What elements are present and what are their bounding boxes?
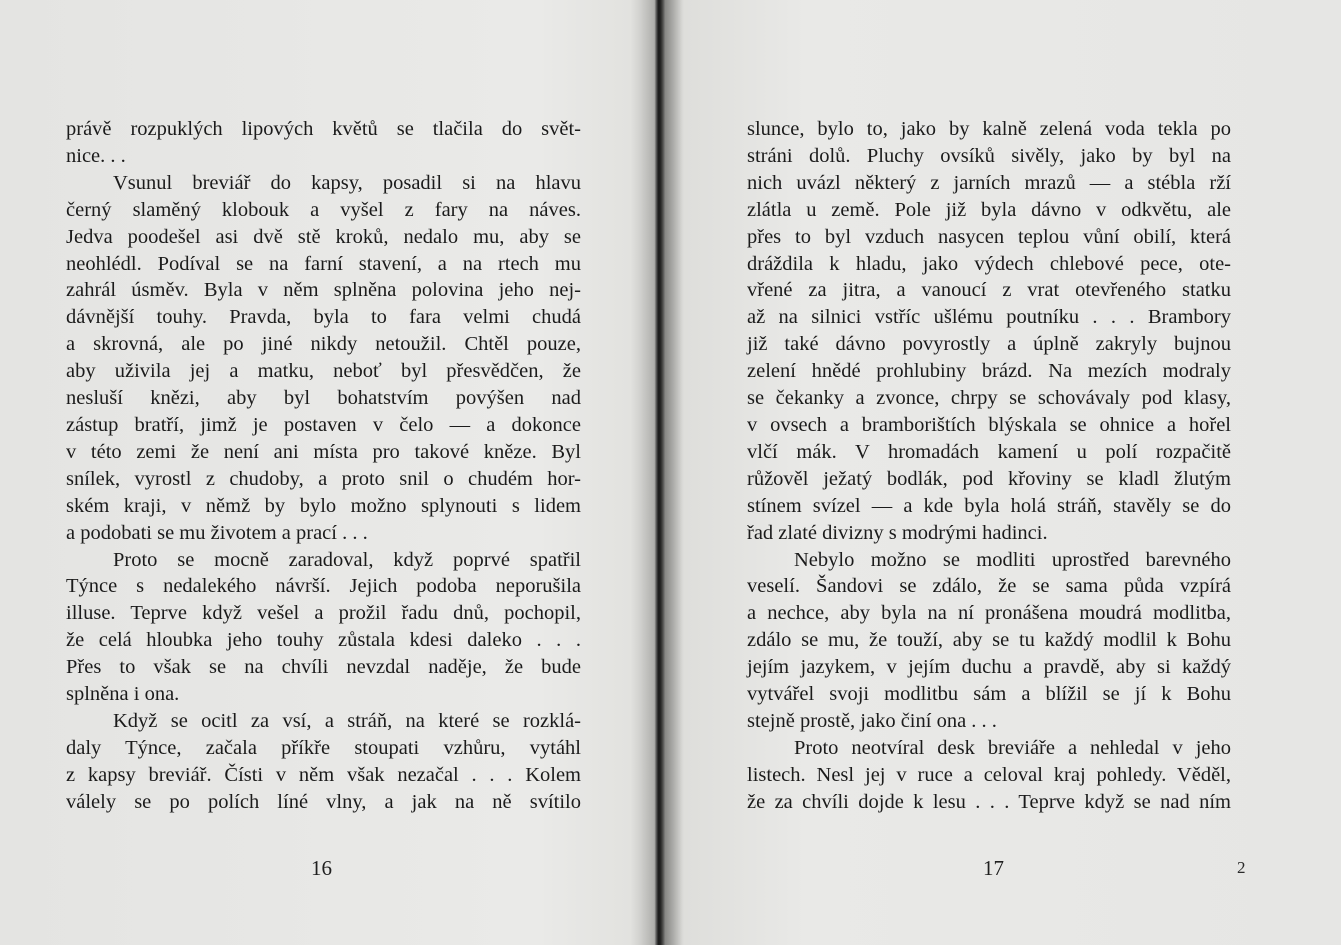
left-page: [0, 0, 655, 945]
right-page: [672, 0, 1341, 945]
text-line: stejně prostě, jako činí ona . . .: [747, 709, 997, 732]
left-page-text: [66, 116, 581, 816]
text-line: a podobati se mu životem a prací . . .: [66, 521, 368, 544]
text-line: listech. Nesl jej v ruce a celoval kraj pohledy. Věděl,: [747, 763, 1231, 786]
text-line: Když se ocitl za vsí, a stráň, na které se rozklá-: [113, 709, 581, 732]
text-line: válely se po polích líné vlny, a jak na ně svítilo: [66, 790, 581, 813]
text-line: a skrovná, ale po jiné nikdy netoužil. Chtěl pouze,: [66, 333, 581, 356]
text-line: nesluší knězi, aby byl bohatstvím povýšen nad: [66, 387, 581, 410]
text-line: illuse. Teprve když vešel a prožil řadu dnů, pochopil,: [66, 602, 581, 625]
page-number-left: 16: [311, 856, 332, 880]
signature-mark: 2: [1237, 858, 1246, 877]
text-line: zelení hnědé prohlubiny brázd. Na mezích modraly: [747, 360, 1231, 383]
text-line: z kapsy breviář. Čísti v něm však nezačal . . . Kolem: [66, 763, 581, 786]
text-line: stínem svízel — a kde byla holá stráň, stavěly se do: [747, 494, 1231, 517]
text-line: že celá hloubka jeho touhy zůstala kdesi daleko . . .: [66, 629, 581, 652]
right-page-text: [747, 116, 1231, 816]
text-line: Jedva poodešel asi dvě stě kroků, nedalo mu, aby se: [66, 225, 581, 248]
text-line: zlátla u země. Pole již byla dávno v odkvětu, ale: [747, 198, 1231, 221]
text-line: se čekanky a zvonce, chrpy se schovávaly pod klasy,: [747, 387, 1231, 410]
text-line: slunce, bylo to, jako by kalně zelená voda tekla po: [747, 118, 1231, 140]
text-line: v ovsech a bramborištích blýskala se ohnice a hořel: [747, 413, 1231, 436]
text-line: zdálo se mu, že touží, aby se tu každý modlil k Bohu: [747, 629, 1231, 652]
text-line: právě rozpuklých lipových květů se tlačila do svět-: [66, 118, 581, 140]
text-line: Proto se mocně zaradoval, když poprvé spatřil: [113, 548, 581, 571]
text-line: vytvářel svoji modlitbu sám a blížil se jí k Bohu: [747, 683, 1231, 706]
text-line: splněna i ona.: [66, 683, 180, 706]
text-line: dráždila k hladu, jako výdech chlebové pece, ote-: [747, 252, 1231, 275]
text-line: daly Týnce, začala příkře stoupati vzhůru, vytáhl: [66, 736, 581, 759]
text-line: vřené za jitra, a vanoucí z vrat otevřeného statku: [747, 279, 1231, 302]
text-line: ském kraji, v němž by bylo možno splynouti s lidem: [66, 494, 581, 517]
text-line: Vsunul breviář do kapsy, posadil si na hlavu: [113, 171, 581, 194]
text-line: neohlédl. Podíval se na farní stavení, a na rtech mu: [66, 252, 581, 275]
text-line: černý slaměný klobouk a vyšel z fary na náves.: [66, 198, 581, 221]
text-line: zahrál úsměv. Byla v něm splněna polovina jeho nej-: [66, 279, 581, 302]
text-line: řad zlaté divizny s modrými hadinci.: [747, 521, 1048, 544]
text-line: že za chvíli dojde k lesu . . . Teprve když se nad ním: [747, 790, 1231, 813]
text-line: již také dávno povyrostly a úplně zakryly bujnou: [747, 333, 1231, 356]
text-line: Proto neotvíral desk breviáře a nehledal v jeho: [794, 736, 1231, 759]
text-line: Přes to však se na chvíli nevzdal naděje, že bude: [66, 656, 581, 679]
text-line: stráni dolů. Pluchy ovsíků sivěly, jako by byl na: [747, 144, 1231, 167]
text-line: nice. . .: [66, 144, 126, 167]
text-line: aby uživila jej a matku, neboť byl přesvědčen, že: [66, 360, 581, 383]
text-line: vlčí mák. V hromadách kamení u polí rozpačitě: [747, 440, 1231, 463]
text-line: růžověl ježatý bodlák, pod křoviny se kladl žlutým: [747, 467, 1231, 490]
text-line: přes to byl vzduch nasycen teplou vůní obilí, která: [747, 225, 1231, 248]
text-line: jejím jazykem, v jejím duchu a pravdě, aby si každý: [747, 656, 1231, 679]
text-line: až na silnici vstříc ušlému poutníku . . . Brambory: [747, 306, 1231, 329]
text-line: veselí. Šandovi se zdálo, že se sama půda vzpírá: [747, 575, 1231, 598]
text-line: nich uvázl některý z jarních mrazů — a stébla rží: [747, 171, 1231, 194]
text-line: dávnější touhy. Pravda, byla to fara velmi chudá: [66, 306, 581, 329]
text-line: Týnce s nedalekého návrší. Jejich podoba neporušila: [66, 575, 581, 598]
text-line: zástup bratří, jimž je postaven v čelo — a dokonce: [66, 413, 581, 436]
text-line: v této zemi že není ani místa pro takové kněze. Byl: [66, 440, 581, 463]
page-number-right: 17: [983, 856, 1004, 880]
text-line: Nebylo možno se modliti uprostřed barevného: [794, 548, 1231, 571]
text-line: a nechce, aby byla na ní pronášena moudrá modlitba,: [747, 602, 1231, 625]
text-line: snílek, vyrostl z chudoby, a proto snil o chudém hor-: [66, 467, 581, 490]
